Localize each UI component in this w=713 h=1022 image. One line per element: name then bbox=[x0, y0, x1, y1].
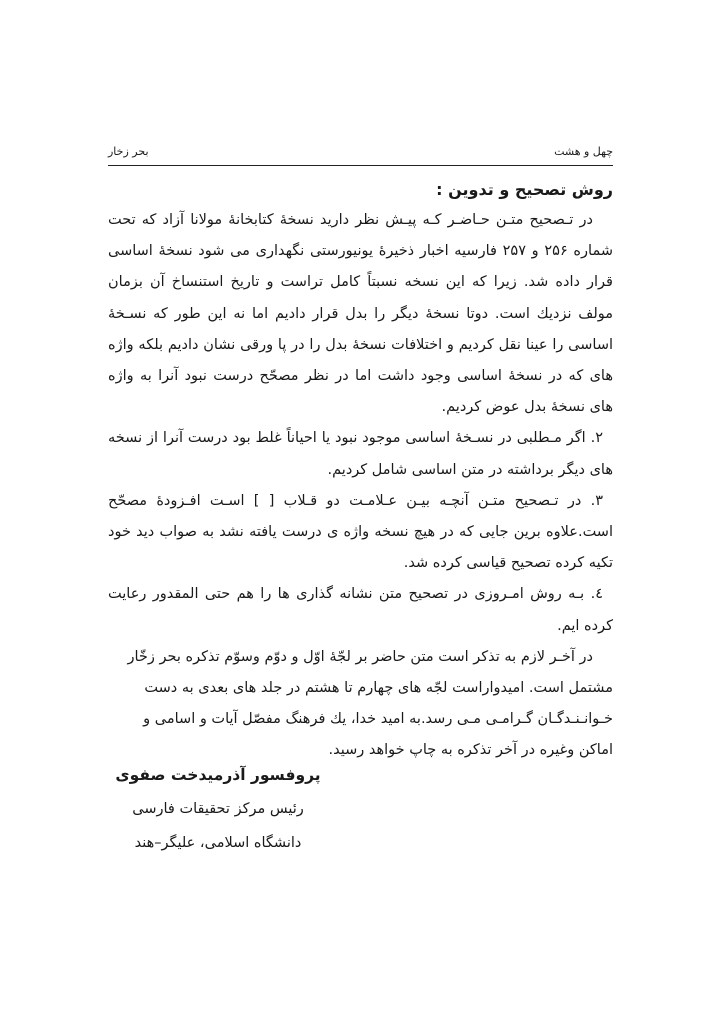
signature-title: رئیس مرکز تحقیقات فارسی bbox=[132, 801, 304, 817]
paragraph-intro: در تـصحیح متـن حـاضـر کـه پیـش نظر دارید نسخۀ کتابخانۀ مولانا آزاد که تحت شماره ۲۵۶ و ۲۵۷ فارسیه اخبار ذخیرۀ یونیورستی نگهداری می شود نسخۀ اساسی قرار داده شد. زیرا که این نسخه نسبتاً کامل تراست و تاریخ استنساخ آن بزمان مولف نزدیك است. دوتا نسخۀ دیگر را بدل قرار دادیم اما نه این طور که نسـخۀ اساسی را عینا نقل کردیم و اختلافات نسخۀ بدل را در پا ورقی نشان دادیم بلکه واژه های که در نسخۀ اساسی وجود داشت اما در نظر مصحّح درست نبود آنرا به واژه های نسخۀ بدل عوض کردیم. bbox=[108, 212, 613, 416]
body-text bbox=[108, 174, 613, 767]
paragraph-item-4: ٤. بـه روش امـروزی در تصحیح متن نشانه گذاری ها را هم حتی المقدور رعایت کرده ایم. bbox=[108, 586, 613, 634]
signature-name: پروفسور آذرمیدخت صفوی bbox=[115, 766, 321, 784]
signature-block bbox=[108, 758, 328, 860]
header-divider bbox=[108, 165, 613, 166]
paragraph-item-2: ۲. اگر مـطلبی در نسـخۀ اساسی موجود نبود یا احیاناً غلط بود درست آنرا از نسخه های دیگر برداشته در متن اساسی شامل کردیم. bbox=[108, 430, 613, 478]
header-page-number: چهل و هشت bbox=[554, 145, 613, 158]
signature-affiliation: دانشگاه اسلامی، علیگر–هند bbox=[134, 835, 302, 851]
paragraph-closing: در آخـر لازم به تذکر است متن حاضر بر لجّۀ اوّل و دوّم وسوّم تذکره بحر زخّار مشتمل است. امیدواراست لجّه های چهارم تا هشتم در جلد های بعدی به دست خـوانـنـدگـان گـرامـی مـی رسد.به امید خدا، یك فرهنگ مفصّل آیات و اسامی و اماکن وغیره در آخر تذکره به چاپ خواهد رسید. bbox=[127, 648, 613, 759]
running-header bbox=[108, 143, 613, 161]
paragraph-item-3: ۳. در تـصحیح متـن آنچـه بیـن عـلامـت دو قـلاب [ ] اسـت افـزودۀ مصحّح است.علاوه برین جایی که در هیچ نسخه واژه ی درست یافته نشد به صواب دید خود تکیه کرده تصحیح قیاسی کرده شد. bbox=[108, 492, 613, 572]
section-heading: روش تصحیح و تدوین : bbox=[436, 180, 613, 199]
header-book-title: بحر زخار bbox=[108, 145, 149, 158]
